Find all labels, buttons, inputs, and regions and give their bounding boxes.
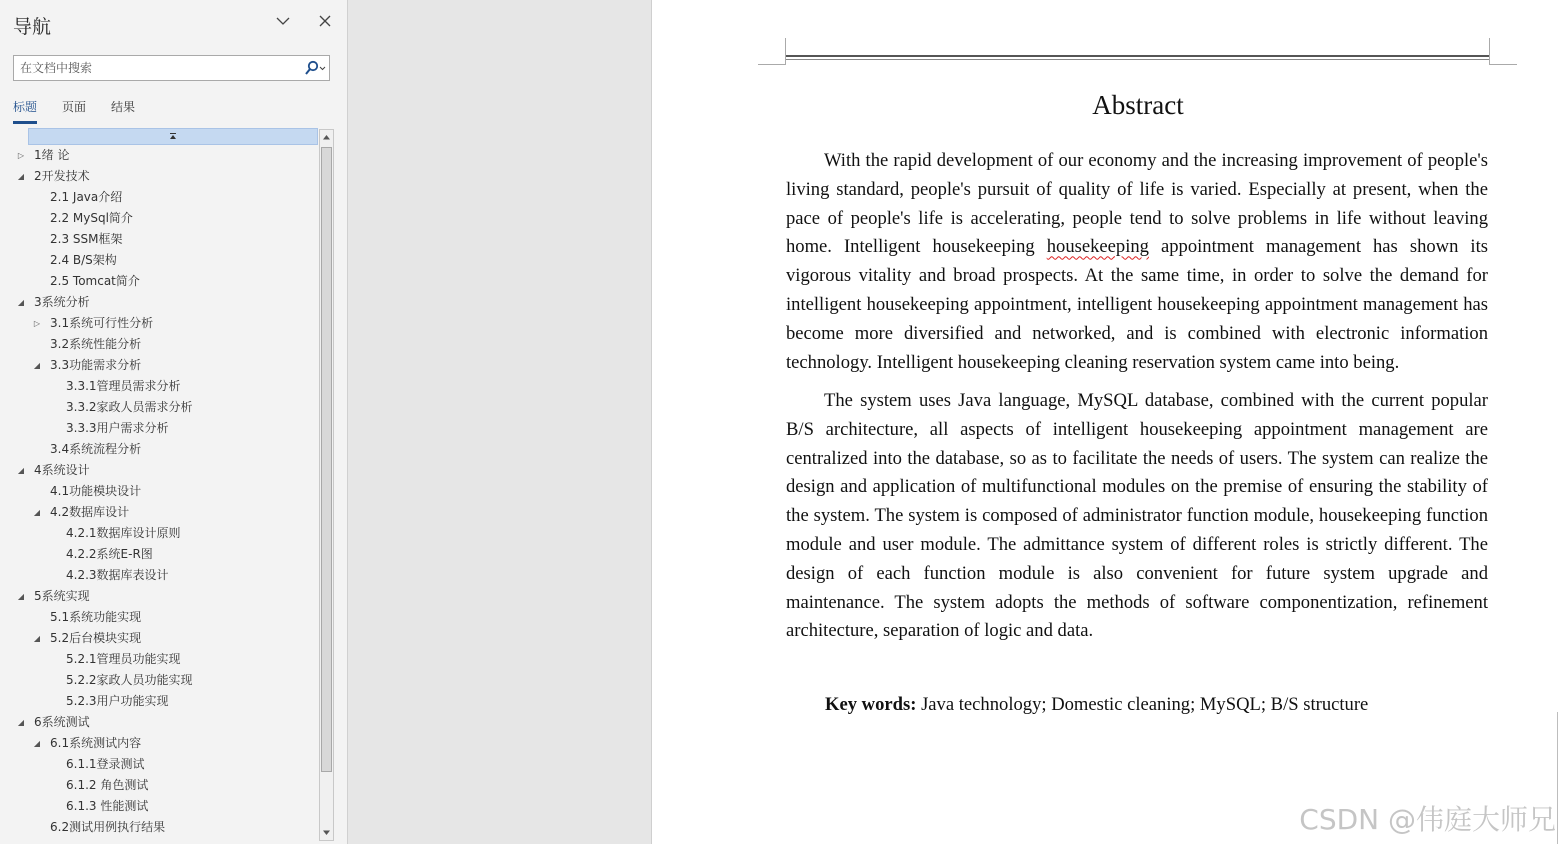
heading-item-label: 6.1.3 性能测试	[66, 799, 149, 813]
collapsed-triangle-icon[interactable]: ▷	[17, 151, 25, 160]
crop-mark	[1489, 38, 1490, 65]
heading-item[interactable]	[13, 208, 318, 229]
heading-item-label: 4.1功能模块设计	[50, 484, 142, 498]
abstract-paragraph-1	[786, 147, 1488, 377]
close-icon[interactable]	[315, 11, 335, 31]
heading-item[interactable]	[13, 649, 318, 670]
heading-item-label: 3.3.3用户需求分析	[66, 421, 169, 435]
heading-item[interactable]	[13, 712, 318, 733]
watermark: CSDN @伟庭大师兄	[1299, 803, 1556, 836]
heading-item[interactable]	[13, 754, 318, 775]
heading-item[interactable]	[13, 334, 318, 355]
chevron-down-icon[interactable]	[273, 11, 293, 31]
heading-item-label: 2.4 B/S架构	[50, 253, 117, 267]
heading-tree	[13, 128, 334, 840]
heading-item-label: 6.1.1登录测试	[66, 757, 145, 771]
heading-item-label: 3.3.2家政人员需求分析	[66, 400, 193, 414]
expanded-triangle-icon[interactable]: ◢	[17, 466, 25, 475]
heading-item[interactable]	[13, 691, 318, 712]
heading-item[interactable]	[13, 670, 318, 691]
navigation-pane	[0, 0, 348, 844]
document-page[interactable]	[651, 0, 1562, 844]
collapsed-triangle-icon[interactable]: ▷	[33, 319, 41, 328]
heading-item[interactable]	[13, 250, 318, 271]
expanded-triangle-icon[interactable]: ◢	[17, 592, 25, 601]
heading-item[interactable]	[13, 775, 318, 796]
search-input[interactable]	[14, 56, 294, 80]
tab-pages[interactable]: 页面	[62, 100, 87, 114]
heading-item-label: 4.2数据库设计	[50, 505, 130, 519]
vertical-ruler-mark	[1557, 712, 1558, 844]
collapse-all-bar[interactable]	[28, 128, 318, 145]
heading-item[interactable]	[13, 418, 318, 439]
heading-item-label: 2.1 Java介绍	[50, 190, 123, 204]
heading-item-label: 2开发技术	[34, 169, 90, 183]
paragraph-text: With the rapid development of our economy and the increasing improvement of people's living standard, people's pursuit of quality of life is varied. Especially at present, when the pace of people's life is accelerating, people tend to solve problems in life without leaving home. Intelligent housekeeping	[786, 150, 1488, 258]
heading-item[interactable]	[13, 439, 318, 460]
keywords-text: Java technology; Domestic cleaning; MySQL; B/S structure	[916, 694, 1369, 715]
expanded-triangle-icon[interactable]: ◢	[33, 508, 41, 517]
heading-item[interactable]	[13, 733, 318, 754]
heading-item[interactable]	[13, 628, 318, 649]
heading-item[interactable]	[13, 229, 318, 250]
heading-item[interactable]	[13, 271, 318, 292]
tab-results[interactable]: 结果	[111, 100, 136, 114]
heading-item-label: 4.2.3数据库表设计	[66, 568, 169, 582]
header-rule-thin	[786, 59, 1490, 60]
heading-item-label: 5.2.3用户功能实现	[66, 694, 169, 708]
heading-item[interactable]	[13, 187, 318, 208]
heading-item-label: 4.2.1数据库设计原则	[66, 526, 181, 540]
heading-item[interactable]	[13, 355, 318, 376]
heading-item[interactable]	[13, 460, 318, 481]
heading-item[interactable]	[13, 544, 318, 565]
heading-item-label: 5系统实现	[34, 589, 90, 603]
heading-item-label: 5.1系统功能实现	[50, 610, 142, 624]
heading-item[interactable]	[13, 481, 318, 502]
heading-item-label: 4.2.2系统E-R图	[66, 547, 153, 561]
heading-item-label: 6系统测试	[34, 715, 90, 729]
heading-item-label: 4系统设计	[34, 463, 90, 477]
heading-item[interactable]	[13, 586, 318, 607]
heading-item-label: 2.3 SSM框架	[50, 232, 123, 246]
crop-mark	[758, 64, 786, 65]
heading-item[interactable]	[13, 502, 318, 523]
scroll-to-top-icon	[168, 132, 178, 142]
heading-item-label: 2.2 MySql简介	[50, 211, 133, 225]
expanded-triangle-icon[interactable]: ◢	[33, 361, 41, 370]
expanded-triangle-icon[interactable]: ◢	[33, 634, 41, 643]
heading-item-label: 3.1系统可行性分析	[50, 316, 154, 330]
heading-item[interactable]	[13, 292, 318, 313]
keywords-line	[825, 694, 1485, 716]
heading-item-label: 1绪 论	[34, 148, 70, 162]
tab-headings[interactable]: 标题	[13, 98, 37, 124]
expanded-triangle-icon[interactable]: ◢	[17, 298, 25, 307]
heading-item-label: 3系统分析	[34, 295, 90, 309]
heading-item[interactable]	[13, 817, 318, 838]
heading-item-label: 3.4系统流程分析	[50, 442, 142, 456]
nav-scrollbar[interactable]	[319, 129, 334, 841]
expanded-triangle-icon[interactable]: ◢	[17, 718, 25, 727]
heading-item-label: 3.3功能需求分析	[50, 358, 142, 372]
heading-item-label: 3.3.1管理员需求分析	[66, 379, 181, 393]
search-box	[13, 55, 330, 81]
scroll-down-icon[interactable]	[320, 826, 333, 839]
heading-item[interactable]	[13, 523, 318, 544]
keywords-label: Key words:	[825, 694, 917, 715]
heading-item[interactable]	[13, 166, 318, 187]
crop-mark	[785, 38, 786, 65]
nav-title: 导航	[13, 16, 52, 38]
heading-item[interactable]	[13, 796, 318, 817]
header-rule	[786, 55, 1490, 57]
heading-item[interactable]	[13, 376, 318, 397]
heading-item-label: 2.5 Tomcat简介	[50, 274, 140, 288]
heading-item[interactable]	[13, 145, 318, 166]
heading-item[interactable]	[13, 607, 318, 628]
heading-item[interactable]	[13, 565, 318, 586]
heading-item-label: 6.2测试用例执行结果	[50, 820, 166, 834]
crop-mark	[1489, 64, 1517, 65]
paragraph-text: appointment management has shown its vigorous vitality and broad prospects. At the same time, in order to solve the demand for intelligent housekeeping appointment, intelligent housekeeping appointment management has become more diversified and networked, and is combined with electronic information technology. Intelligent housekeeping cleaning reservation system came into being.	[786, 236, 1488, 373]
scrollbar-thumb[interactable]	[321, 147, 332, 772]
heading-item-label: 3.2系统性能分析	[50, 337, 142, 351]
search-icon[interactable]	[301, 59, 327, 77]
heading-item-label: 6.1.2 角色测试	[66, 778, 149, 792]
page-title: Abstract	[1092, 90, 1184, 120]
heading-item[interactable]	[13, 313, 318, 334]
heading-item-label: 6.1系统测试内容	[50, 736, 142, 750]
spelling-error-word[interactable]: housekeeping	[1046, 236, 1149, 258]
heading-item-label: 5.2.1管理员功能实现	[66, 652, 181, 666]
heading-item-label: 5.2后台模块实现	[50, 631, 142, 645]
expanded-triangle-icon[interactable]: ◢	[17, 172, 25, 181]
abstract-paragraph-2: The system uses Java language, MySQL database, combined with the current popular B/S architecture, all aspects of intelligent housekeeping appointment management are centralized into the database, so as to facilitate the needs of users. The system can realize the design and application of multifunctional modules on the premise of ensuring the stability of the system. The system is composed of administrator function module, housekeeping function module and user module. The admittance system of different roles is strictly different. The design of each function module is also convenient for future system upgrade and maintenance. The system adopts the methods of software componentization, refinement architecture, separation of logic and data.	[786, 390, 1488, 642]
heading-item-label: 5.2.2家政人员功能实现	[66, 673, 193, 687]
scroll-up-icon[interactable]	[320, 131, 333, 144]
heading-item[interactable]	[13, 397, 318, 418]
expanded-triangle-icon[interactable]: ◢	[33, 739, 41, 748]
